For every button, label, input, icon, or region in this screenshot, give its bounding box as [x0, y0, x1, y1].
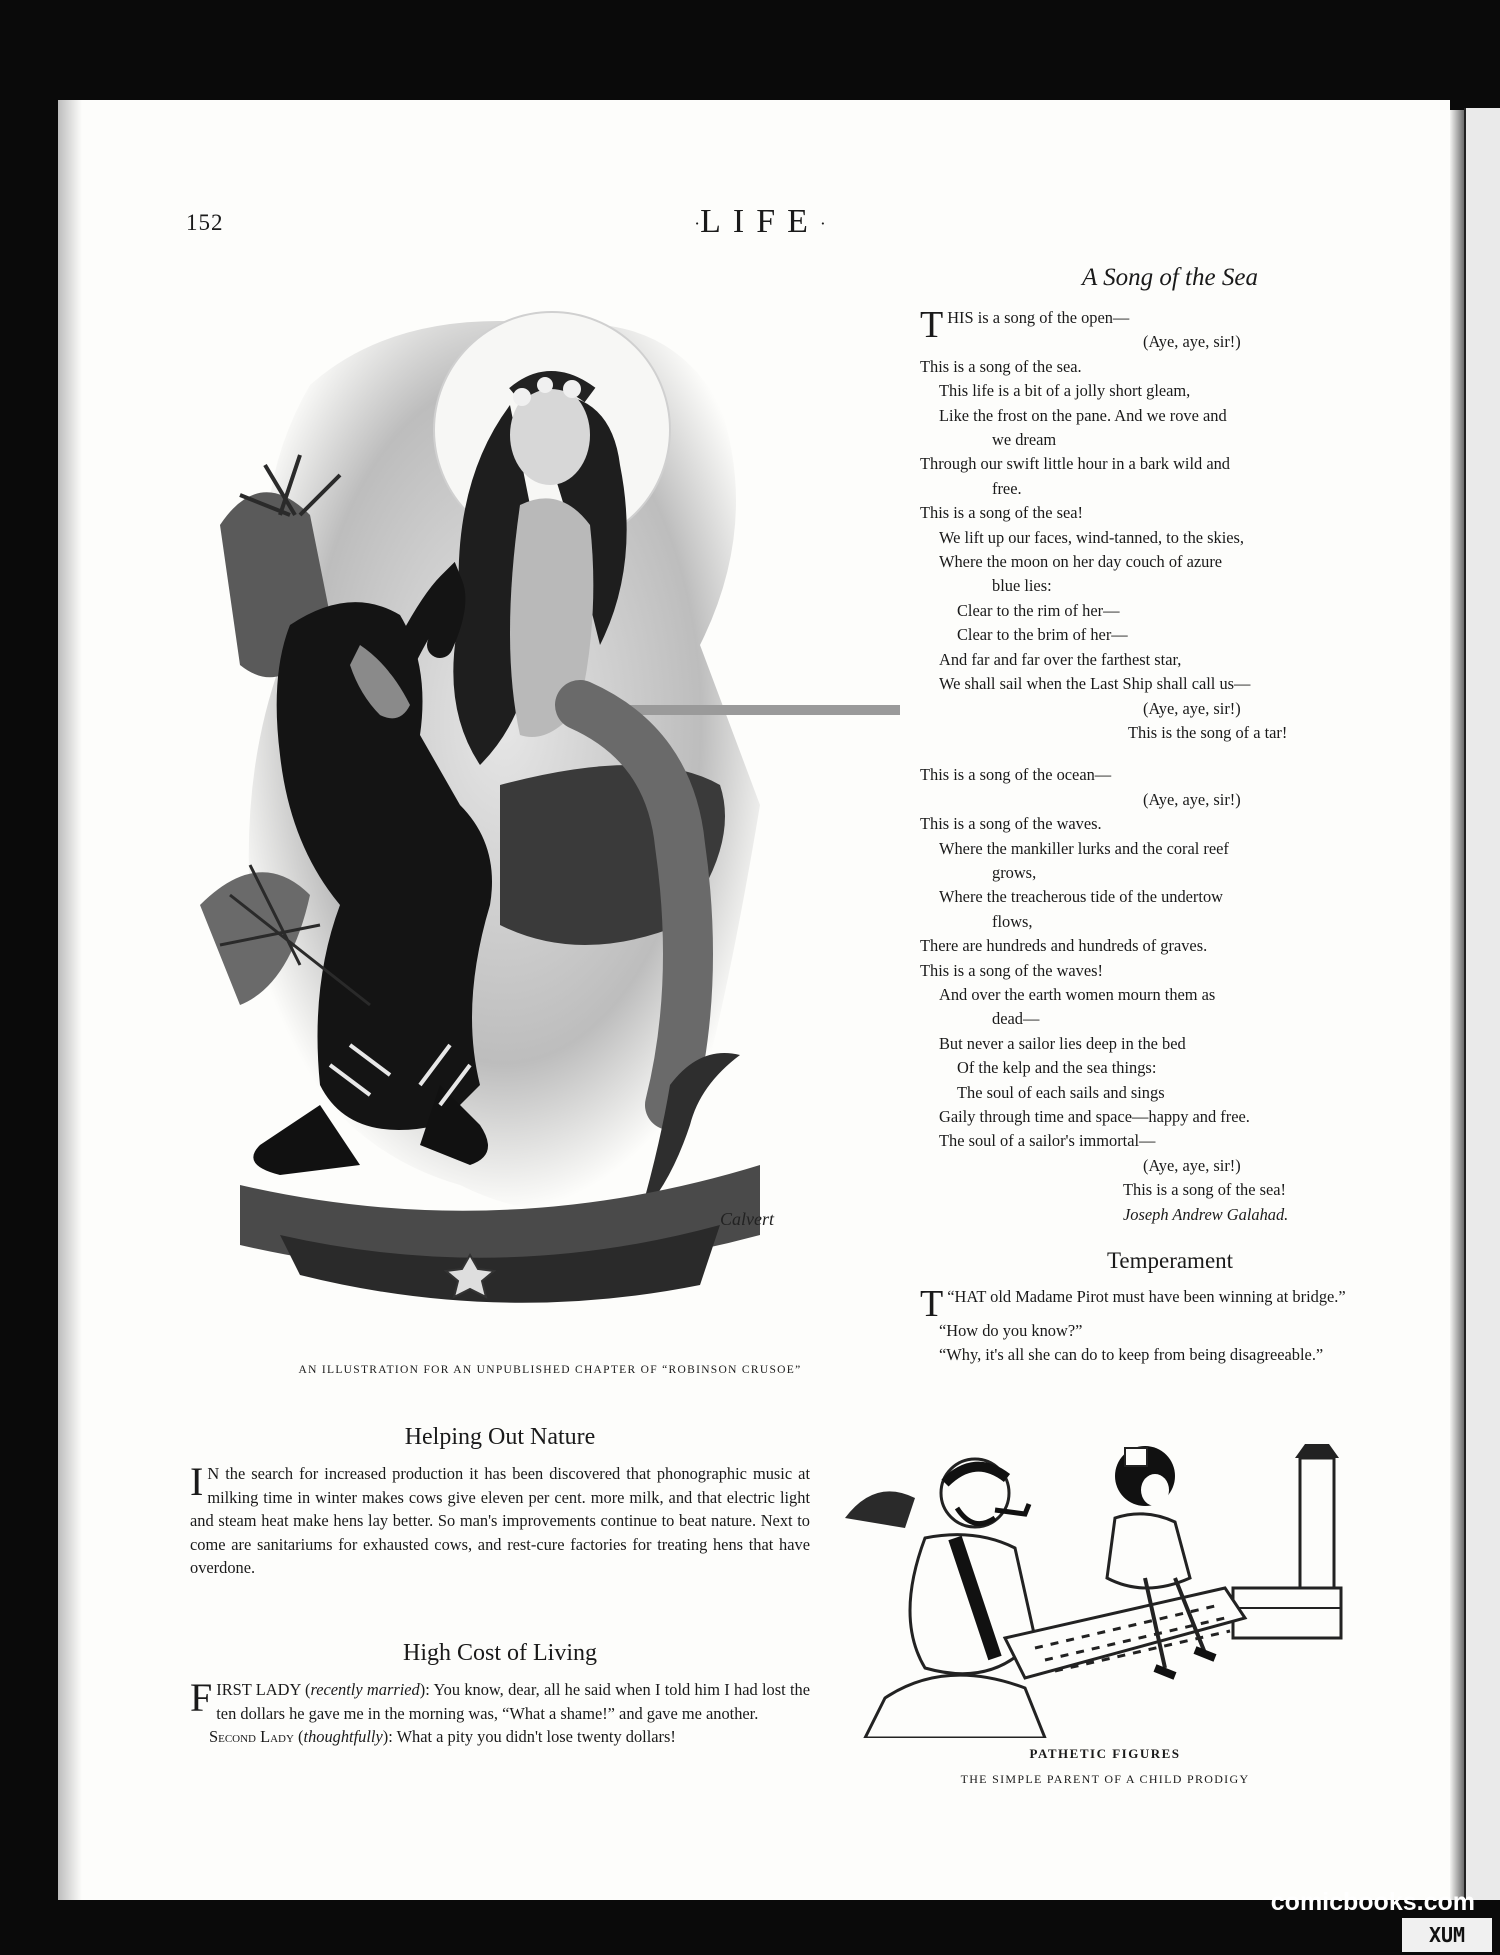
poem-line: And far and far over the farthest star, — [939, 649, 1182, 669]
page-gutter-shadow — [58, 100, 82, 1900]
temperament-paragraph: “Why, it's all she can do to keep from being disagreeable.” — [939, 1345, 1324, 1365]
svg-text:Calvert: Calvert — [720, 1209, 774, 1229]
page-right-edge — [1450, 110, 1464, 1900]
poem-line: The soul of each sails and sings — [957, 1082, 1165, 1102]
scan-tag: XUM — [1402, 1918, 1492, 1952]
poem-line: (Aye, aye, sir!) — [1143, 332, 1241, 352]
cost-title: High Cost of Living — [402, 1640, 597, 1666]
helping-title: Helping Out Nature — [404, 1424, 596, 1450]
poem-line: (Aye, aye, sir!) — [1143, 789, 1241, 809]
cartoon-caption-subtitle: THE SIMPLE PARENT OF A CHILD PRODIGY — [960, 1772, 1250, 1786]
poem-line: Like the frost on the pane. And we rove and — [939, 405, 1227, 425]
illustration-caption: AN ILLUSTRATION FOR AN UNPUBLISHED CHAPTER OF “ROBINSON CRUSOE” — [298, 1364, 802, 1376]
mermaid-illustration — [200, 285, 900, 1335]
cost-dropcap: F — [190, 1675, 213, 1720]
poem-line: Clear to the brim of her— — [957, 625, 1128, 645]
page-number: 152 — [186, 210, 224, 235]
poem-line: This is a song of the waves! — [920, 960, 1103, 980]
poem-line: Of the kelp and the sea things: — [957, 1058, 1157, 1078]
poem-line: Where the mankiller lurks and the coral reef — [939, 838, 1229, 858]
poem-line: Gaily through time and space—happy and free. — [939, 1107, 1250, 1126]
poem-author: Joseph Andrew Galahad. — [1123, 1204, 1289, 1224]
poem-line: Clear to the rim of her— — [957, 600, 1120, 620]
poem-line: free. — [992, 478, 1022, 498]
poem-line: blue lies: — [992, 576, 1052, 596]
next-page-strip — [1464, 108, 1500, 1900]
poem-line: This is the song of a tar! — [1128, 722, 1288, 742]
poem-line: There are hundreds and hundreds of graves. — [920, 936, 1208, 956]
temperament-dropcap: T — [920, 1283, 944, 1325]
poem-line: This life is a bit of a jolly short gleam, — [939, 381, 1191, 401]
poem-line: Through our swift little hour in a bark wild and — [920, 454, 1230, 474]
poem-line: dead— — [992, 1009, 1040, 1029]
cartoon-caption-title: PATHETIC FIGURES — [1029, 1746, 1181, 1761]
poem-line: THIS is a song of the open— — [920, 304, 1130, 346]
poem-line: We shall sail when the Last Ship shall call us— — [939, 674, 1251, 694]
poem-title: A Song of the Sea — [1082, 264, 1258, 291]
poem-line: This is a song of the sea! — [1123, 1180, 1286, 1200]
poem-line: And over the earth women mourn them as — [939, 984, 1216, 1004]
cost-paragraph: FIRST LADY (recently married): You know, dear, all he said when I told him I had lost the ten dollars he gave me in the morning was, “What a shame!” and gave me another. — [190, 1675, 810, 1723]
temperament-body — [920, 1285, 1362, 1368]
poem-line: This is a song of the ocean— — [920, 765, 1112, 785]
temperament-title: Temperament — [1106, 1248, 1234, 1273]
masthead: ·LIFE· — [694, 203, 826, 240]
poem-line: This is a song of the waves. — [920, 814, 1102, 834]
poem-line: The soul of a sailor's immortal— — [939, 1131, 1156, 1151]
poem-line: Where the moon on her day couch of azure — [939, 552, 1223, 572]
poem-body — [920, 306, 1362, 1227]
poem-line: This is a song of the sea. — [920, 356, 1082, 376]
poem-line: (Aye, aye, sir!) — [1143, 698, 1241, 718]
poem-line: (Aye, aye, sir!) — [1143, 1155, 1241, 1175]
chess-cartoon — [845, 1438, 1365, 1738]
poem-line: we dream — [992, 430, 1057, 450]
site-watermark: comicbooks.com — [1270, 1888, 1475, 1916]
cost-body — [190, 1675, 810, 1749]
poem-line: flows, — [992, 911, 1033, 931]
poem-line: grows, — [992, 862, 1037, 882]
poem-dropcap: T — [920, 304, 944, 346]
helping-dropcap: I — [190, 1459, 204, 1504]
poem-line: But never a sailor lies deep in the bed — [939, 1033, 1186, 1053]
helping-body: I N the search for increased production it has been discovered that phonographic music at milking time in winter makes cows give eleven per cent. more milk, and that electric light and steam heat make hens lay better. So man's improvements continue to beat nature. Next to come are sanitariums for exhausted cows, and rest-cure factories for treating hens that have overdone. — [190, 1459, 810, 1577]
poem-line: This is a song of the sea! — [920, 503, 1083, 523]
cost-paragraph: Second Lady (thoughtfully): What a pity you didn't lose twenty dollars! — [209, 1727, 676, 1746]
masthead-title: LIFE — [700, 203, 820, 240]
poem-line: Where the treacherous tide of the undertow — [939, 887, 1223, 907]
temperament-paragraph: “How do you know?” — [939, 1321, 1083, 1340]
poem-line: We lift up our faces, wind-tanned, to the skies, — [939, 527, 1245, 547]
temperament-paragraph: “ T HAT old Madame Pirot must have been winning at bridge.” — [920, 1283, 1346, 1325]
